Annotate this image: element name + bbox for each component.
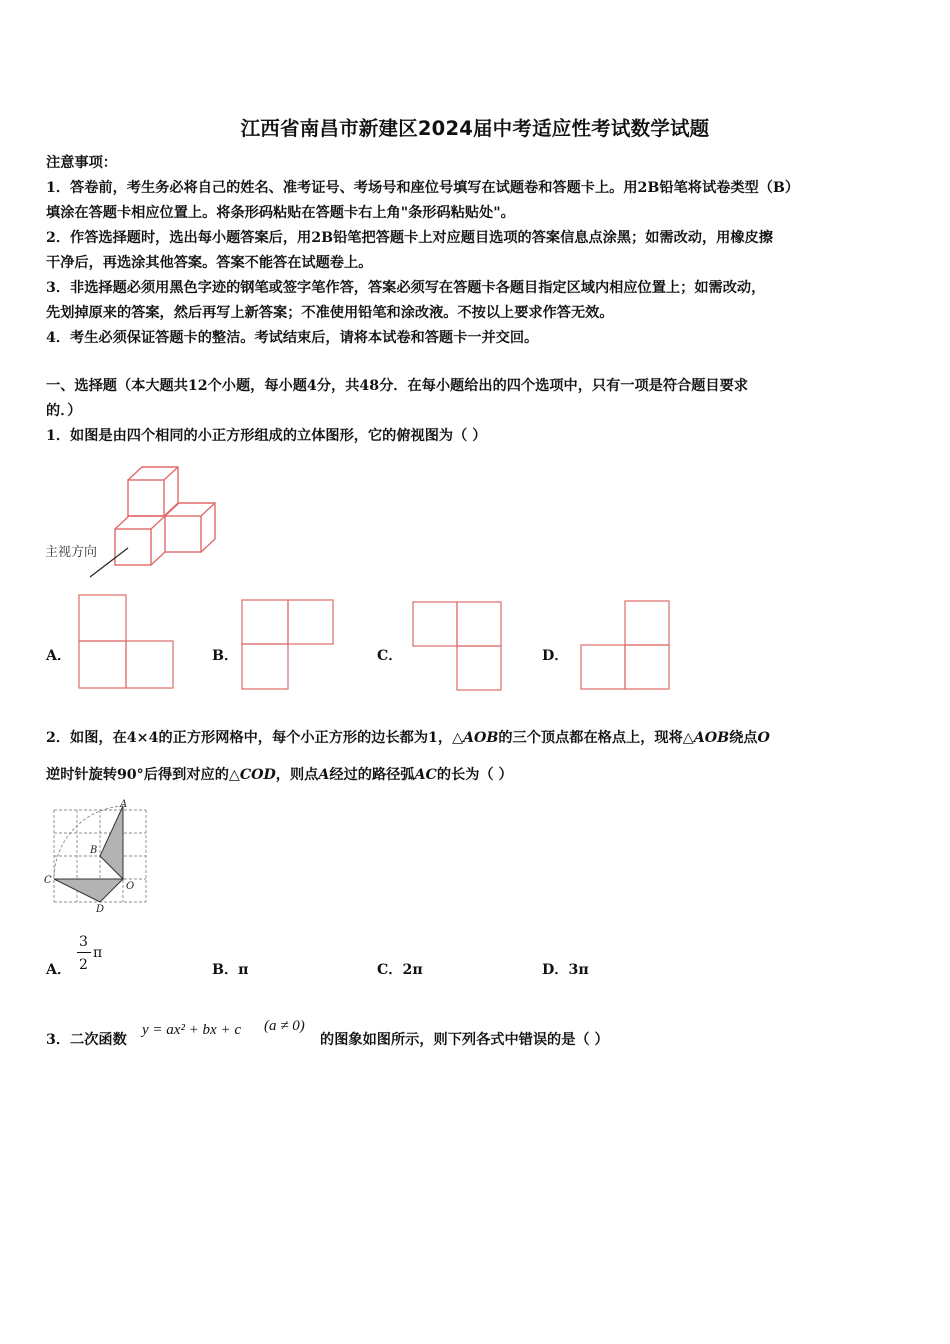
q2-option-a-pi: π — [93, 945, 103, 961]
q1-figure-label: 主视方向 — [45, 545, 98, 560]
q1-stem: 1．如图是由四个相同的小正方形组成的立体图形，它的俯视图为（ ） — [46, 428, 487, 444]
q1-option-c-label: C． — [377, 648, 403, 664]
q1-option-d-figure — [580, 598, 674, 694]
q3-stem-a: 3．二次函数 — [46, 1032, 127, 1048]
q3-stem-b: 的图象如图所示，则下列各式中错误的是（ ） — [320, 1032, 609, 1048]
q2-option-a-numerator: 3 — [79, 934, 88, 950]
notice-line: 4．考生必须保证答题卡的整洁。考试结束后，请将本试卷和答题卡一并交回。 — [46, 330, 539, 346]
q1-option-b-label: B． — [212, 648, 239, 664]
section-heading-cont: 的．） — [46, 403, 82, 419]
notice-line: 填涂在答题卡相应位置上。将条形码粘贴在答题卡右上角"条形码粘贴处"。 — [46, 205, 515, 221]
q1-option-c-figure — [411, 600, 505, 694]
q1-option-a-label: A． — [46, 648, 72, 664]
section-heading: 一、选择题（本大题共12个小题，每小题4分，共48分．在每小题给出的四个选项中，只有一项是符合题目要求 — [46, 378, 748, 394]
q1-option-d-label: D． — [542, 648, 569, 664]
q2-option-c: C．2π — [377, 962, 423, 978]
triangle-cod — [54, 879, 123, 902]
q2-option-a-denominator: 2 — [79, 957, 88, 973]
q1-3d-figure — [40, 460, 230, 580]
q2-option-d: D．3π — [542, 962, 589, 978]
notice-line: 2．作答选择题时，选出每小题答案后，用2B铅笔把答题卡上对应题目选项的答案信息点涂黑；如需改动，用橡皮擦 — [46, 230, 773, 246]
q1-option-a-figure — [78, 592, 176, 692]
q2-option-b: B．π — [212, 962, 249, 978]
notice-line: 3．非选择题必须用黑色字迹的钢笔或签字笔作答，答案必须写在答题卡各题目指定区域内相应位置上；如需改动， — [46, 280, 766, 296]
notice-line: 1．答卷前，考生务必将自己的姓名、准考证号、考场号和座位号填写在试题卷和答题卡上。用2B铅笔将试卷类型（B） — [46, 180, 800, 196]
q2-option-a-label: A． — [46, 962, 72, 978]
q3-condition: (a ≠ 0) — [264, 1018, 305, 1034]
q2-fraction-bar — [77, 952, 91, 953]
label-d: D — [96, 904, 105, 915]
page-title: 江西省南昌市新建区2024届中考适应性考试数学试题 — [240, 117, 710, 140]
label-b: B — [90, 845, 98, 856]
label-o: O — [126, 881, 135, 892]
notice-heading: 注意事项： — [46, 155, 117, 171]
label-a: A — [120, 799, 128, 810]
q3-formula: y = ax² + bx + c — [142, 1022, 241, 1038]
notice-line: 先划掉原来的答案，然后再写上新答案；不准使用铅笔和涂改液。不按以上要求作答无效。 — [46, 305, 614, 321]
q1-option-b-figure — [241, 597, 337, 693]
q2-stem-line2: 逆时针旋转90°后得到对应的△COD，则点A经过的路径弧AC的长为（ ） — [46, 767, 513, 783]
q2-stem-line1: 2．如图，在4×4的正方形网格中，每个小正方形的边长都为1，△AOB的三个顶点都在格点上，现将△AOB绕点O — [46, 730, 770, 746]
triangle-aob — [100, 806, 123, 879]
q2-grid-figure — [40, 798, 155, 916]
label-c: C — [44, 875, 52, 886]
notice-line: 干净后，再选涂其他答案。答案不能答在试题卷上。 — [46, 255, 373, 271]
